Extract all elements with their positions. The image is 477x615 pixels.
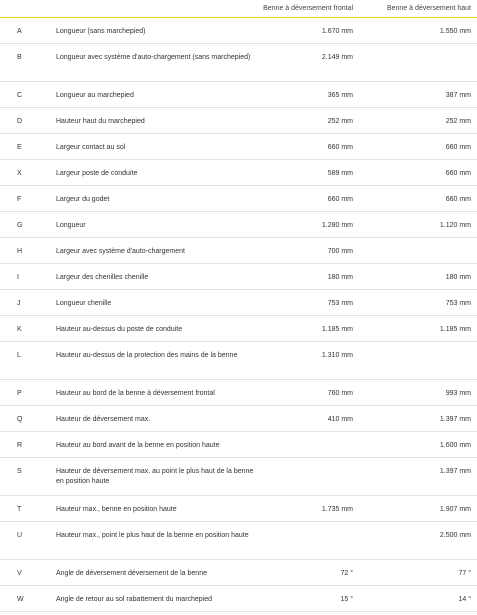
row-value-front: 589 mm xyxy=(327,170,353,177)
row-code: H xyxy=(17,248,23,255)
row-label: Largeur du godet xyxy=(56,196,110,203)
row-code: Q xyxy=(17,416,23,423)
row-code: U xyxy=(17,532,23,539)
table-row xyxy=(0,586,477,612)
table-row xyxy=(0,160,477,186)
table-row xyxy=(0,264,477,290)
table-row xyxy=(0,108,477,134)
row-label: Hauteur max., benne en position haute xyxy=(56,506,177,513)
row-label: Angle de retour au sol rabattement du marchepied xyxy=(56,596,213,603)
table-header xyxy=(0,0,477,18)
row-value-front: 1.280 mm xyxy=(321,222,353,229)
row-label: Hauteur de déversement max. xyxy=(56,416,151,423)
row-value-front: 72 ° xyxy=(340,570,353,577)
row-code: E xyxy=(17,144,22,151)
row-code: X xyxy=(17,170,22,177)
row-code: G xyxy=(17,222,23,229)
table-row xyxy=(0,560,477,586)
row-value-front: 1.310 mm xyxy=(321,352,353,359)
row-label: Longueur au marchepied xyxy=(56,92,134,99)
row-value-front: 365 mm xyxy=(327,92,353,99)
row-value-front: 180 mm xyxy=(327,274,353,281)
column-header-front: Benne à déversement frontal xyxy=(263,5,353,12)
row-value-front: 660 mm xyxy=(327,196,353,203)
row-value-high: 993 mm xyxy=(445,390,471,397)
row-code: I xyxy=(17,274,19,281)
row-value-high: 660 mm xyxy=(445,196,471,203)
row-value-high: 660 mm xyxy=(445,170,471,177)
row-label: Hauteur au-dessus de la protection des mains de la benne xyxy=(56,352,238,359)
row-value-high: 1.397 mm xyxy=(439,416,471,423)
row-value-front: 15 ° xyxy=(340,596,353,603)
table-row xyxy=(0,18,477,44)
table-row xyxy=(0,212,477,238)
row-value-high: 753 mm xyxy=(445,300,471,307)
row-value-high: 1.600 mm xyxy=(439,442,471,449)
row-value-high: 1.550 mm xyxy=(439,28,471,35)
table-row xyxy=(0,432,477,458)
row-code: C xyxy=(17,92,23,99)
row-code: P xyxy=(17,390,22,397)
table-row xyxy=(0,458,477,496)
column-header-high: Benne à déversement haut xyxy=(386,5,471,12)
table-row xyxy=(0,82,477,108)
row-code: S xyxy=(17,468,22,475)
row-label: Longueur xyxy=(56,222,86,229)
row-value-high: 660 mm xyxy=(445,144,471,151)
row-value-high: 1.120 mm xyxy=(439,222,471,229)
row-label: Hauteur au bord avant de la benne en position haute xyxy=(56,442,220,449)
row-code: W xyxy=(17,596,24,603)
row-label: Hauteur haut du marchepied xyxy=(56,118,145,125)
row-value-high: 14 ° xyxy=(458,596,471,603)
table-row xyxy=(0,290,477,316)
row-code: B xyxy=(17,54,22,61)
row-value-front: 1.670 mm xyxy=(321,28,353,35)
table-row xyxy=(0,406,477,432)
row-label: Largeur contact au sol xyxy=(56,144,126,151)
row-label: Hauteur au-dessus du poste de conduite xyxy=(56,326,183,333)
row-label: Hauteur max., point le plus haut de la benne en position haute xyxy=(56,532,249,539)
row-code: A xyxy=(17,28,22,35)
row-code: V xyxy=(17,570,22,577)
row-value-front: 700 mm xyxy=(327,248,353,255)
row-label: Angle de déversement déversement de la benne xyxy=(56,570,207,577)
table-row xyxy=(0,134,477,160)
row-label: Largeur poste de conduite xyxy=(56,170,138,177)
row-label: Hauteur de déversement max. au point le plus haut de la benne en position haute xyxy=(56,468,254,485)
row-value-front: 753 mm xyxy=(327,300,353,307)
row-label: Longueur chenille xyxy=(56,300,112,307)
row-value-front: 1.185 mm xyxy=(321,326,353,333)
table-row xyxy=(0,186,477,212)
row-value-high: 1.397 mm xyxy=(439,468,471,475)
table-row xyxy=(0,522,477,560)
row-label: Largeur avec système d'auto-chargement xyxy=(56,248,185,255)
row-code: K xyxy=(17,326,22,333)
table-row xyxy=(0,380,477,406)
row-value-front: 760 mm xyxy=(327,390,353,397)
row-value-high: 387 mm xyxy=(445,92,471,99)
row-value-high: 2.500 mm xyxy=(439,532,471,539)
row-value-front: 410 mm xyxy=(327,416,353,423)
row-value-front: 1.735 mm xyxy=(321,506,353,513)
row-code: D xyxy=(17,118,23,125)
row-label: Longueur (sans marchepied) xyxy=(56,28,146,35)
row-value-high: 1.907 mm xyxy=(439,506,471,513)
row-label: Hauteur au bord de la benne à déversement frontal xyxy=(56,390,215,397)
row-value-front: 2.149 mm xyxy=(321,54,353,61)
row-value-high: 180 mm xyxy=(445,274,471,281)
table-row xyxy=(0,238,477,264)
table-row xyxy=(0,316,477,342)
row-code: T xyxy=(17,506,22,513)
table-row xyxy=(0,496,477,522)
row-code: F xyxy=(17,196,22,203)
row-label: Longueur avec système d'auto-chargement (sans marchepied) xyxy=(56,54,251,61)
row-value-front: 660 mm xyxy=(327,144,353,151)
row-label: Largeur des chenilles chenille xyxy=(56,274,149,281)
row-value-high: 1.185 mm xyxy=(439,326,471,333)
row-value-high: 252 mm xyxy=(445,118,471,125)
row-code: J xyxy=(17,300,21,307)
row-value-front: 252 mm xyxy=(327,118,353,125)
row-code: R xyxy=(17,442,23,449)
table-row xyxy=(0,342,477,380)
table-row xyxy=(0,44,477,82)
row-value-high: 77 ° xyxy=(458,570,471,577)
row-code: L xyxy=(17,352,21,359)
